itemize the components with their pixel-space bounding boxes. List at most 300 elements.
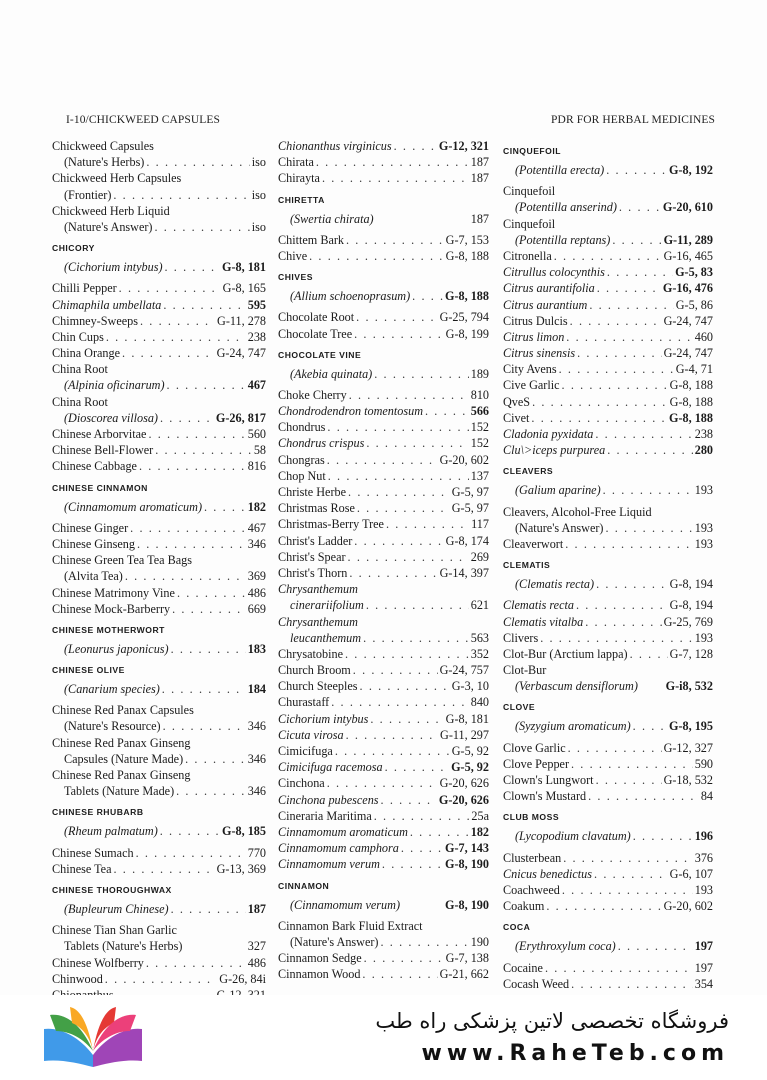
dot-leader [382,856,443,872]
entry-page-ref: G-8, 181 [445,711,489,726]
entry-page-ref: G-26, 84i [219,971,266,986]
entry-page-ref: 816 [247,459,266,474]
entry-term: (Nature's Answer) [515,520,604,535]
dot-leader [345,646,469,662]
entry-term: Church Steeples [278,679,358,694]
index-entry [503,678,713,694]
index-entry [278,743,489,759]
dot-leader [349,565,437,581]
entry-page-ref: 486 [247,585,266,600]
index-entry [52,520,266,536]
entry-term: Churastaff [278,695,330,710]
index-entry [503,297,713,313]
dot-leader [364,950,444,966]
section-heading: CLEMATIS [503,560,551,571]
dot-leader [585,614,661,630]
entry-page-ref: G-7, 128 [669,646,713,661]
shop-name: فروشگاه تخصصی لاتین پزشکی راه طب [375,1009,729,1033]
entry-page-ref: G-8, 188 [668,410,713,425]
index-entry [278,468,489,484]
entry-page-ref: 369 [247,569,266,584]
dot-leader [331,694,468,710]
dot-leader [545,960,693,976]
index-entry [503,426,713,442]
entry-page-ref: G-21, 662 [439,967,489,982]
entry-page-ref: 352 [470,646,489,661]
entry-term: Christe Herbe [278,485,347,499]
dot-leader [322,170,469,186]
index-entry [278,966,489,982]
index-entry [503,232,713,248]
dot-leader [148,426,245,442]
entry-term: (Clematis recta) [515,577,595,592]
entry-term: Chocolate Root [278,310,355,325]
entry-term: Cleaverwort [503,536,564,551]
index-entry [52,394,266,410]
entry-page-ref: 840 [470,695,489,710]
entry-term: Chrysanthemum [278,614,358,629]
index-entry [503,504,713,520]
dot-leader [160,823,220,839]
index-entry [52,938,266,954]
dot-leader [595,426,692,442]
entry-term: Cinnamomum camphora [278,841,399,856]
entry-term: (Nature's Answer) [290,934,379,949]
entry-term: China Orange [52,346,121,361]
entry-page-ref: 152 [470,436,489,451]
index-entry [52,702,266,718]
index-entry [503,394,713,410]
entry-term: Chrysatobine [278,646,343,661]
index-entry [503,264,713,280]
index-entry [278,248,489,264]
entry-term: cinerariifolium [290,598,364,613]
entry-page-ref: 621 [470,598,489,613]
index-entry [278,387,489,403]
index-entry [52,585,266,601]
entry-page-ref: G-4, 71 [675,362,713,377]
index-entry [52,187,266,203]
dot-leader [559,361,674,377]
entry-page-ref: G-12, 327 [663,740,713,755]
dot-leader [607,442,693,458]
entry-term: Chinese Sumach [52,845,134,860]
entry-term: Christ's Spear [278,549,346,564]
index-entry [278,533,489,549]
entry-page-ref: 590 [694,756,713,771]
entry-page-ref: G-8, 181 [221,260,266,275]
entry-page-ref: 354 [694,976,713,991]
index-entry [52,499,266,515]
index-entry [278,516,489,532]
index-entry [278,138,489,154]
entry-page-ref: 467 [247,520,266,535]
index-entry [278,934,489,950]
entry-term: Christmas-Berry Tree [278,517,384,532]
entry-page-ref: iso [251,155,266,170]
entry-page-ref: G-24, 747 [216,346,266,361]
index-entry [52,861,266,877]
entry-term: Clown's Mustard [503,789,587,804]
entry-page-ref: G-7, 153 [445,232,489,247]
entry-term: (Lycopodium clavatum) [515,829,631,844]
entry-page-ref: 182 [470,824,489,839]
index-entry [503,882,713,898]
entry-term: Clove Garlic [503,740,566,755]
dot-leader [562,377,668,393]
entry-term: Chocolate Tree [278,326,353,341]
dot-leader [327,452,438,468]
index-entry [278,419,489,435]
index-entry [503,828,713,844]
entry-page-ref: 460 [694,329,713,344]
index-entry [278,597,489,613]
entry-term: Citrus aurantium [503,297,588,312]
entry-term: Cocaine [503,960,543,975]
index-entry [503,361,713,377]
entry-term: Clematis recta [503,598,574,613]
entry-term: Chirayta [278,171,320,186]
dot-leader [136,845,246,861]
dot-leader [374,808,470,824]
section-heading: CLOVE [503,702,536,713]
section-heading: CINQUEFOIL [503,146,561,156]
index-entry [278,694,489,710]
entry-page-ref: 196 [694,829,713,844]
dot-leader [346,727,438,743]
entry-term: Chinese Green Tea Tea Bags [52,553,192,568]
dot-leader [570,313,662,329]
entry-term: City Avens [503,362,557,377]
entry-term: China Root [52,394,108,409]
dot-leader [176,783,246,799]
dot-leader [554,248,662,264]
dot-leader [619,199,661,215]
dot-leader [356,309,437,325]
entry-page-ref: G-11, 278 [217,313,266,328]
index-entry [52,901,266,917]
dot-leader [363,630,469,646]
entry-term: (Swertia chirata) [290,211,374,226]
index-entry [503,898,713,914]
dot-leader [155,442,252,458]
entry-page-ref: 669 [247,601,266,616]
entry-page-ref: G-3, 10 [451,679,489,694]
entry-page-ref: G-8, 188 [445,248,489,263]
index-entry [52,845,266,861]
index-entry [503,162,713,178]
entry-page-ref: 117 [471,517,489,532]
index-entry [278,792,489,808]
dot-leader [140,313,215,329]
entry-term: Chrysanthemum [278,582,358,597]
entry-term: Cinnamon Sedge [278,951,362,966]
index-entry [278,565,489,581]
entry-term: Chilli Pepper [52,281,117,296]
entry-term: Chirata [278,155,314,170]
index-entry [52,536,266,552]
dot-leader [589,297,673,313]
entry-term: Cinnamomum verum [278,857,380,872]
index-entry [52,361,266,377]
entry-term: (Nature's Herbs) [64,155,145,170]
dot-leader [114,861,215,877]
index-entry [503,756,713,772]
index-entry [278,288,489,304]
entry-page-ref: 346 [247,784,266,799]
dot-leader [172,601,246,617]
entry-page-ref: 152 [470,420,489,435]
index-entry [52,138,266,154]
dot-leader [204,499,246,515]
entry-page-ref: 327 [247,939,266,954]
entry-page-ref: G-7, 138 [445,951,489,966]
entry-term: (Syzygium aromaticum) [515,719,631,734]
entry-page-ref: G-8, 194 [669,598,713,613]
section-heading: CHINESE THOROUGHWAX [52,884,172,895]
index-entry [52,219,266,235]
dot-leader [612,232,661,248]
index-entry [278,856,489,872]
entry-term: (Potentilla erecta) [515,163,605,177]
dot-leader [362,966,437,982]
dot-leader [596,576,668,592]
entry-page-ref: 190 [470,934,489,949]
entry-term: (Dioscorea villosa) [64,410,158,425]
entry-term: Chinese Matrimony Vine [52,585,175,600]
dot-leader [588,788,699,804]
entry-page-ref: 269 [470,549,489,564]
running-head-right: PDR FOR HERBAL MEDICINES [551,114,715,126]
index-entry [503,248,713,264]
dot-leader [354,533,443,549]
entry-term: Chionanthus virginicus [278,139,392,153]
entry-term: Tablets (Nature's Herbs) [64,939,183,954]
entry-term: Clown's Lungwort [503,773,594,787]
entry-page-ref: G-24, 757 [439,663,489,678]
index-entry [503,216,713,232]
dot-leader [328,468,469,484]
entry-term: Church Broom [278,663,351,678]
index-entry [52,458,266,474]
dot-leader [366,597,469,613]
index-entry [52,426,266,442]
entry-page-ref: G-8, 192 [668,163,713,177]
index-entry [52,297,266,313]
dot-leader [594,866,668,882]
entry-term: (Bupleurum Chinese) [64,901,169,916]
entry-page-ref: iso [251,219,266,234]
index-entry [278,549,489,565]
entry-term: Cineraria Maritima [278,808,372,823]
index-entry [52,601,266,617]
index-entry [52,681,266,697]
entry-page-ref: G-7, 143 [444,841,489,856]
index-column-1 [52,138,266,1003]
entry-term: Civet [503,410,530,425]
index-entry [278,211,489,227]
entry-page-ref: 238 [694,427,713,441]
dot-leader [546,898,661,914]
entry-page-ref: G-8, 188 [669,378,713,393]
entry-term: Clematis vitalba [503,614,584,629]
entry-term: (Nature's Answer) [64,219,153,234]
dot-leader [577,345,661,361]
entry-term: Chondrus [278,420,326,435]
index-entry [278,711,489,727]
dot-leader [385,759,449,775]
index-entry [278,824,489,840]
index-entry [503,345,713,361]
index-entry [52,259,266,275]
dot-leader [346,232,444,248]
entry-page-ref: G-25, 769 [663,614,713,629]
dot-leader [568,740,662,756]
entry-term: Choke Cherry [278,387,347,402]
index-entry [278,154,489,170]
section-heading: CHOCOLATE VINE [278,349,362,360]
entry-page-ref: G-5, 86 [675,297,713,312]
entry-page-ref: 563 [470,630,489,645]
dot-leader [633,718,667,734]
entry-term: Citrus limon [503,329,565,344]
running-head-left: I-10/CHICKWEED CAPSULES [66,114,221,126]
entry-term: (Allium schoenoprasum) [290,289,411,304]
entry-term: Cive Garlic [503,378,560,393]
index-entry [503,482,713,498]
dot-leader [401,840,443,856]
entry-term: Cleavers, Alcohol-Free Liquid [503,504,652,519]
entry-term: Cladonia pyxidata [503,427,594,441]
entry-term: Capsules (Nature Made) [64,751,184,766]
index-entry [52,568,266,584]
entry-term: Cinquefoil [503,216,556,231]
entry-term: Christmas Rose [278,501,355,516]
dot-leader [565,536,692,552]
dot-leader [137,536,246,552]
index-entry [278,662,489,678]
entry-term: Tablets (Nature Made) [64,784,175,799]
entry-term: Coachweed [503,882,560,897]
dot-leader [119,280,221,296]
entry-page-ref: G-20, 626 [439,776,489,791]
dot-leader [596,772,662,788]
dot-leader [113,187,249,203]
entry-page-ref: G-14, 397 [439,565,489,580]
entry-page-ref: 193 [694,882,713,897]
entry-term: (Frontier) [64,187,112,202]
entry-page-ref: G-8, 174 [445,533,489,548]
section-heading: CHINESE MOTHERWORT [52,624,165,635]
dot-leader [165,259,220,275]
index-entry [503,662,713,678]
index-entry [278,646,489,662]
entry-page-ref: 238 [247,329,266,344]
dot-leader [139,458,246,474]
entry-page-ref: G-8, 199 [445,326,489,341]
dot-leader [316,154,469,170]
index-entry [278,309,489,325]
index-entry [52,783,266,799]
index-entry [278,840,489,856]
entry-page-ref: G-20, 602 [663,899,713,914]
entry-page-ref: 84 [700,789,713,804]
entry-page-ref: G-11, 297 [440,727,489,742]
dot-leader [327,775,438,791]
index-entry [278,232,489,248]
dot-leader [412,288,443,304]
section-heading: CLEAVERS [503,466,554,477]
entry-page-ref: 25a [471,808,489,823]
index-entry [52,410,266,426]
section-heading: CHINESE RHUBARB [52,807,144,818]
entry-term: Chimaphila umbellata [52,297,162,312]
entry-page-ref: 187 [470,171,489,186]
entry-term: Chinese Tea [52,861,112,876]
section-heading: CHIRETTA [278,194,325,205]
entry-term: Chinese Red Panax Ginseng [52,768,191,782]
entry-term: (Verbascum densiflorum) [515,679,638,694]
entry-term: Chinese Red Panax Capsules [52,703,194,718]
entry-page-ref: 770 [247,845,266,860]
entry-page-ref: 346 [247,536,266,551]
entry-term: (Galium aparine) [515,483,601,498]
entry-term: (Alvita Tea) [64,569,123,584]
index-entry [503,576,713,592]
entry-page-ref: G-8, 194 [669,577,713,592]
dot-leader [603,482,693,498]
index-entry [52,280,266,296]
entry-term: Christ's Ladder [278,533,353,548]
dot-leader [167,377,246,393]
index-entry [503,850,713,866]
section-heading: CINNAMON [278,880,330,891]
entry-page-ref: 197 [694,939,713,954]
entry-term: Christ's Thorn [278,565,348,580]
index-entry [503,199,713,215]
entry-page-ref: 486 [247,955,266,970]
entry-term: Cinnamon Wood [278,967,361,982]
section-heading: CHICORY [52,243,95,254]
entry-page-ref: 187 [247,901,266,916]
dot-leader [374,366,468,382]
index-entry [503,280,713,296]
entry-page-ref: 193 [694,536,713,551]
dot-leader [349,387,469,403]
entry-term: (Canarium species) [64,682,160,697]
index-entry [278,678,489,694]
entry-page-ref: 595 [247,297,266,312]
entry-term: Citrus sinensis [503,346,576,361]
entry-term: Chin Cups [52,329,104,344]
entry-page-ref: G-8, 190 [444,857,489,872]
section-heading: COCA [503,922,531,933]
dot-leader [106,329,246,345]
dot-leader [386,516,469,532]
dot-leader [122,345,215,361]
dot-leader [618,938,693,954]
dot-leader [540,630,693,646]
index-entry [52,823,266,839]
index-entry [503,772,713,788]
index-entry [503,614,713,630]
entry-term: (Potentilla anserind) [515,200,617,215]
entry-page-ref: 182 [247,499,266,514]
entry-page-ref: G-25, 794 [439,310,489,325]
index-entry [278,897,489,913]
dot-leader [607,264,673,280]
entry-page-ref: G-16, 465 [663,248,713,263]
